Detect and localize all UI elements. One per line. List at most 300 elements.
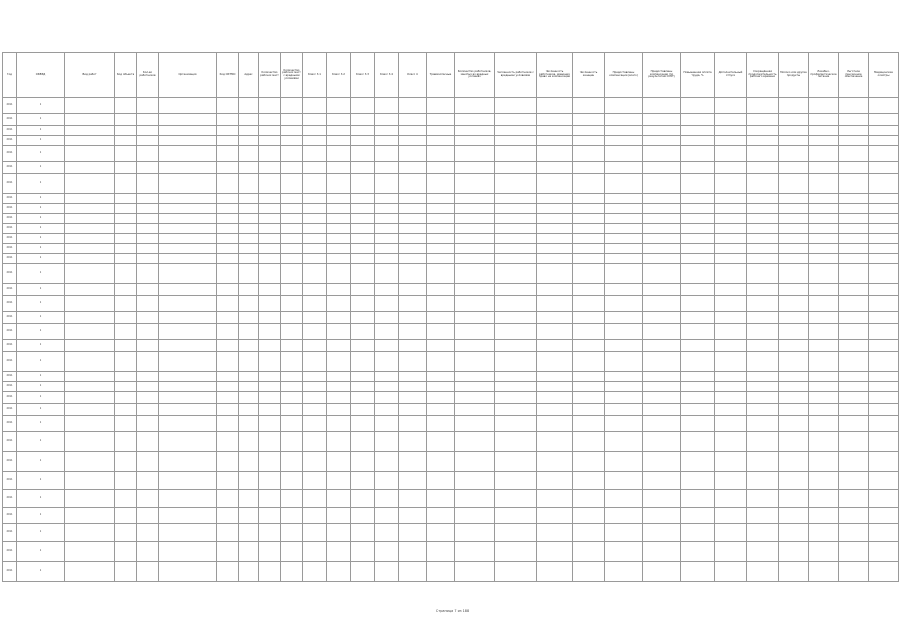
table-cell bbox=[65, 340, 115, 352]
table-cell bbox=[115, 214, 137, 224]
table-cell bbox=[137, 452, 159, 472]
table-cell bbox=[137, 194, 159, 204]
table-cell bbox=[327, 174, 351, 194]
table-cell bbox=[303, 174, 327, 194]
table-cell bbox=[115, 472, 137, 490]
table-cell bbox=[239, 324, 259, 340]
table-cell bbox=[259, 472, 281, 490]
table-cell bbox=[327, 452, 351, 472]
table-cell bbox=[137, 562, 159, 582]
table-cell bbox=[681, 382, 715, 392]
table-cell bbox=[137, 542, 159, 562]
table-cell bbox=[427, 508, 455, 524]
table-cell: 2011 bbox=[3, 392, 17, 404]
table-cell bbox=[537, 432, 573, 452]
table-cell bbox=[839, 126, 869, 136]
table-cell bbox=[455, 194, 495, 204]
table-cell bbox=[159, 524, 217, 542]
table-cell: 2011 bbox=[3, 372, 17, 382]
table-cell bbox=[239, 542, 259, 562]
table-cell bbox=[715, 194, 747, 204]
table-cell bbox=[217, 254, 239, 264]
table-cell bbox=[495, 404, 537, 416]
table-cell bbox=[351, 126, 375, 136]
table-cell bbox=[65, 524, 115, 542]
table-cell bbox=[65, 194, 115, 204]
table-cell bbox=[327, 126, 351, 136]
table-cell bbox=[495, 542, 537, 562]
table-cell bbox=[281, 542, 303, 562]
table-cell bbox=[159, 244, 217, 254]
table-cell bbox=[259, 372, 281, 382]
table-cell bbox=[573, 452, 605, 472]
table-cell bbox=[65, 490, 115, 508]
table-cell bbox=[715, 284, 747, 296]
table-cell bbox=[839, 340, 869, 352]
table-cell bbox=[427, 194, 455, 204]
table-cell bbox=[715, 340, 747, 352]
table-cell: 1 bbox=[17, 392, 65, 404]
table-cell bbox=[455, 392, 495, 404]
table-cell bbox=[869, 404, 899, 416]
table-cell bbox=[643, 296, 681, 312]
table-cell bbox=[643, 312, 681, 324]
table-cell bbox=[115, 490, 137, 508]
table-cell bbox=[605, 472, 643, 490]
table-cell bbox=[351, 114, 375, 126]
table-cell bbox=[643, 432, 681, 452]
table-cell bbox=[65, 284, 115, 296]
table-cell bbox=[303, 264, 327, 284]
table-cell bbox=[259, 432, 281, 452]
table-cell bbox=[65, 136, 115, 146]
table-cell bbox=[495, 254, 537, 264]
table-cell bbox=[427, 244, 455, 254]
table-cell bbox=[115, 162, 137, 174]
table-cell bbox=[715, 98, 747, 114]
table-cell bbox=[159, 126, 217, 136]
table-cell bbox=[573, 264, 605, 284]
column-header: Количество работников, занятых во вредных условиях bbox=[455, 53, 495, 98]
table-cell bbox=[281, 136, 303, 146]
table-cell bbox=[715, 542, 747, 562]
table-cell bbox=[537, 296, 573, 312]
table-cell bbox=[495, 392, 537, 404]
table-cell bbox=[573, 114, 605, 126]
table-cell bbox=[137, 312, 159, 324]
table-cell bbox=[605, 174, 643, 194]
table-cell bbox=[573, 472, 605, 490]
table-cell bbox=[747, 372, 779, 382]
table-cell bbox=[399, 372, 427, 382]
table-cell bbox=[839, 352, 869, 372]
table-cell bbox=[259, 340, 281, 352]
table-cell bbox=[869, 244, 899, 254]
table-cell bbox=[327, 214, 351, 224]
table-cell bbox=[399, 432, 427, 452]
table-cell bbox=[779, 562, 809, 582]
table-cell bbox=[537, 264, 573, 284]
table-cell bbox=[715, 382, 747, 392]
table-cell bbox=[681, 340, 715, 352]
table-cell bbox=[65, 382, 115, 392]
table-row bbox=[3, 432, 899, 452]
table-cell bbox=[137, 174, 159, 194]
table-cell bbox=[779, 472, 809, 490]
table-cell: 1 bbox=[17, 416, 65, 432]
table-cell bbox=[399, 340, 427, 352]
table-cell bbox=[375, 404, 399, 416]
table-cell bbox=[427, 114, 455, 126]
table-cell bbox=[399, 146, 427, 162]
table-cell bbox=[869, 126, 899, 136]
table-cell bbox=[605, 126, 643, 136]
table-cell bbox=[399, 224, 427, 234]
table-cell bbox=[455, 372, 495, 382]
table-cell bbox=[681, 114, 715, 126]
column-header: Сокращённая продолжительность рабочего времени bbox=[747, 53, 779, 98]
table-cell bbox=[399, 562, 427, 582]
table-cell bbox=[399, 214, 427, 224]
table-cell bbox=[281, 404, 303, 416]
table-cell bbox=[327, 254, 351, 264]
table-row bbox=[3, 126, 899, 136]
table-cell bbox=[573, 204, 605, 214]
table-cell bbox=[327, 524, 351, 542]
table-cell bbox=[495, 372, 537, 382]
table-cell bbox=[351, 340, 375, 352]
table-cell bbox=[159, 98, 217, 114]
table-cell bbox=[239, 490, 259, 508]
table-cell bbox=[605, 254, 643, 264]
table-cell bbox=[681, 562, 715, 582]
table-cell bbox=[495, 114, 537, 126]
table-cell bbox=[537, 126, 573, 136]
table-cell bbox=[779, 490, 809, 508]
table-cell bbox=[351, 490, 375, 508]
table-cell bbox=[303, 114, 327, 126]
table-cell bbox=[217, 214, 239, 224]
table-cell bbox=[643, 452, 681, 472]
table-cell: 1 bbox=[17, 372, 65, 382]
table-cell bbox=[239, 264, 259, 284]
table-cell bbox=[839, 296, 869, 312]
table-cell bbox=[809, 194, 839, 204]
table-cell bbox=[573, 234, 605, 244]
table-cell bbox=[327, 98, 351, 114]
table-cell bbox=[259, 146, 281, 162]
table-cell bbox=[375, 490, 399, 508]
table-cell bbox=[159, 340, 217, 352]
table-cell bbox=[839, 372, 869, 382]
table-cell bbox=[159, 432, 217, 452]
table-cell bbox=[779, 244, 809, 254]
table-cell bbox=[643, 524, 681, 542]
table-cell bbox=[159, 296, 217, 312]
table-cell: 1 bbox=[17, 194, 65, 204]
table-cell bbox=[455, 562, 495, 582]
table-cell bbox=[605, 234, 643, 244]
table-cell: 2011 bbox=[3, 524, 17, 542]
table-cell bbox=[65, 432, 115, 452]
table-cell bbox=[303, 432, 327, 452]
table-cell bbox=[281, 264, 303, 284]
table-cell bbox=[65, 452, 115, 472]
table-cell bbox=[839, 284, 869, 296]
table-cell bbox=[327, 416, 351, 432]
table-cell: 2011 bbox=[3, 194, 17, 204]
table-row bbox=[3, 562, 899, 582]
column-header: Повышенная оплата труда, % bbox=[681, 53, 715, 98]
table-cell bbox=[779, 146, 809, 162]
table-cell bbox=[715, 352, 747, 372]
table-cell bbox=[375, 352, 399, 372]
table-cell bbox=[573, 162, 605, 174]
table-cell bbox=[159, 562, 217, 582]
table-cell bbox=[809, 136, 839, 146]
table-cell bbox=[217, 416, 239, 432]
table-cell bbox=[217, 162, 239, 174]
table-cell bbox=[217, 392, 239, 404]
table-cell bbox=[715, 114, 747, 126]
table-cell bbox=[643, 490, 681, 508]
table-cell bbox=[573, 432, 605, 452]
table-cell bbox=[351, 244, 375, 254]
table-cell bbox=[351, 562, 375, 582]
table-cell bbox=[303, 296, 327, 312]
table-cell bbox=[455, 472, 495, 490]
table-cell: 2011 bbox=[3, 296, 17, 312]
table-cell bbox=[537, 372, 573, 382]
table-cell bbox=[747, 472, 779, 490]
table-cell bbox=[303, 214, 327, 224]
table-cell bbox=[869, 254, 899, 264]
table-cell bbox=[259, 352, 281, 372]
table-cell bbox=[217, 452, 239, 472]
table-cell bbox=[779, 194, 809, 204]
table-cell bbox=[239, 284, 259, 296]
table-cell bbox=[137, 284, 159, 296]
table-cell bbox=[159, 392, 217, 404]
table-cell bbox=[399, 98, 427, 114]
table-cell bbox=[65, 542, 115, 562]
table-cell bbox=[217, 194, 239, 204]
table-cell bbox=[159, 214, 217, 224]
table-cell bbox=[159, 352, 217, 372]
table-cell: 2011 bbox=[3, 224, 17, 234]
table-row bbox=[3, 234, 899, 244]
table-cell bbox=[715, 264, 747, 284]
table-cell bbox=[303, 204, 327, 214]
table-cell bbox=[217, 114, 239, 126]
table-cell bbox=[259, 508, 281, 524]
table-row bbox=[3, 404, 899, 416]
table-cell bbox=[643, 508, 681, 524]
table-cell bbox=[455, 214, 495, 224]
table-cell bbox=[495, 324, 537, 340]
column-header: Численность работников, имеющих право на компенсации bbox=[537, 53, 573, 98]
table-cell bbox=[605, 194, 643, 204]
table-cell bbox=[399, 352, 427, 372]
table-cell bbox=[715, 324, 747, 340]
table-cell bbox=[747, 416, 779, 432]
table-cell bbox=[779, 234, 809, 244]
table-cell bbox=[65, 508, 115, 524]
table-cell bbox=[605, 372, 643, 382]
table-cell bbox=[137, 136, 159, 146]
table-cell bbox=[217, 146, 239, 162]
table-cell: 2011 bbox=[3, 136, 17, 146]
table-cell bbox=[869, 432, 899, 452]
table-cell bbox=[137, 244, 159, 254]
table-cell bbox=[809, 340, 839, 352]
table-cell bbox=[159, 234, 217, 244]
table-cell bbox=[495, 204, 537, 214]
table-cell bbox=[327, 162, 351, 174]
table-cell bbox=[869, 452, 899, 472]
table-cell bbox=[327, 432, 351, 452]
table-cell bbox=[643, 126, 681, 136]
column-header: ОКВЭД bbox=[17, 53, 65, 98]
table-cell bbox=[137, 392, 159, 404]
table-cell: 1 bbox=[17, 284, 65, 296]
table-cell bbox=[375, 508, 399, 524]
table-cell bbox=[747, 162, 779, 174]
table-cell bbox=[159, 146, 217, 162]
table-cell bbox=[809, 126, 839, 136]
table-row bbox=[3, 174, 899, 194]
table-cell: 1 bbox=[17, 542, 65, 562]
table-cell bbox=[537, 244, 573, 254]
table-cell bbox=[303, 490, 327, 508]
table-cell bbox=[303, 146, 327, 162]
table-cell bbox=[681, 98, 715, 114]
table-cell bbox=[605, 432, 643, 452]
table-cell bbox=[715, 162, 747, 174]
table-cell bbox=[747, 146, 779, 162]
table-cell bbox=[115, 224, 137, 234]
table-row bbox=[3, 254, 899, 264]
table-cell bbox=[115, 404, 137, 416]
table-cell bbox=[399, 234, 427, 244]
table-cell bbox=[839, 146, 869, 162]
table-cell bbox=[399, 542, 427, 562]
table-cell bbox=[747, 296, 779, 312]
table-cell bbox=[303, 472, 327, 490]
table-cell bbox=[259, 312, 281, 324]
table-cell bbox=[809, 234, 839, 244]
table-cell bbox=[605, 340, 643, 352]
table-cell bbox=[259, 244, 281, 254]
table-cell bbox=[399, 264, 427, 284]
table-cell bbox=[217, 352, 239, 372]
table-cell bbox=[715, 204, 747, 214]
table-cell bbox=[839, 214, 869, 224]
table-cell bbox=[537, 254, 573, 264]
table-cell bbox=[137, 98, 159, 114]
table-cell bbox=[303, 508, 327, 524]
table-cell bbox=[159, 372, 217, 382]
table-cell bbox=[573, 392, 605, 404]
table-cell bbox=[779, 340, 809, 352]
table-cell bbox=[747, 214, 779, 224]
table-cell bbox=[65, 204, 115, 214]
table-row bbox=[3, 98, 899, 114]
table-header-row bbox=[3, 53, 899, 98]
table-cell bbox=[605, 416, 643, 432]
table-cell bbox=[115, 524, 137, 542]
table-cell bbox=[327, 404, 351, 416]
table-cell bbox=[281, 114, 303, 126]
table-cell bbox=[259, 174, 281, 194]
table-cell bbox=[537, 114, 573, 126]
table-cell bbox=[375, 284, 399, 296]
table-cell bbox=[869, 284, 899, 296]
table-cell bbox=[259, 264, 281, 284]
table-row bbox=[3, 472, 899, 490]
table-cell bbox=[351, 214, 375, 224]
table-row bbox=[3, 372, 899, 382]
table-cell bbox=[537, 136, 573, 146]
table-cell bbox=[239, 372, 259, 382]
table-cell bbox=[869, 174, 899, 194]
table-cell bbox=[455, 174, 495, 194]
table-cell bbox=[427, 416, 455, 432]
table-cell bbox=[747, 352, 779, 372]
table-cell bbox=[495, 174, 537, 194]
table-cell: 2011 bbox=[3, 382, 17, 392]
table-cell bbox=[605, 382, 643, 392]
table-cell bbox=[681, 452, 715, 472]
table-cell bbox=[455, 254, 495, 264]
table-cell bbox=[869, 264, 899, 284]
table-cell bbox=[839, 98, 869, 114]
table-cell bbox=[115, 508, 137, 524]
table-row bbox=[3, 524, 899, 542]
table-cell bbox=[217, 562, 239, 582]
table-cell bbox=[137, 126, 159, 136]
table-cell bbox=[217, 382, 239, 392]
table-cell: 1 bbox=[17, 452, 65, 472]
table-cell bbox=[303, 194, 327, 204]
table-cell bbox=[65, 324, 115, 340]
table-cell bbox=[327, 472, 351, 490]
table-cell bbox=[809, 114, 839, 126]
table-cell bbox=[259, 524, 281, 542]
table-cell bbox=[217, 264, 239, 284]
column-header: Вид работ bbox=[65, 53, 115, 98]
table-cell bbox=[779, 416, 809, 432]
table-cell bbox=[747, 114, 779, 126]
table-cell bbox=[375, 254, 399, 264]
table-cell bbox=[65, 114, 115, 126]
table-cell bbox=[259, 542, 281, 562]
table-cell: 2011 bbox=[3, 508, 17, 524]
table-cell bbox=[455, 542, 495, 562]
table-cell bbox=[537, 542, 573, 562]
table-cell bbox=[303, 524, 327, 542]
table-cell bbox=[303, 234, 327, 244]
table-cell bbox=[137, 254, 159, 264]
table-cell bbox=[327, 340, 351, 352]
table-cell bbox=[351, 264, 375, 284]
table-cell bbox=[809, 296, 839, 312]
table-cell bbox=[715, 254, 747, 264]
table-cell bbox=[115, 432, 137, 452]
table-row bbox=[3, 352, 899, 372]
table-cell bbox=[375, 214, 399, 224]
table-cell bbox=[839, 136, 869, 146]
